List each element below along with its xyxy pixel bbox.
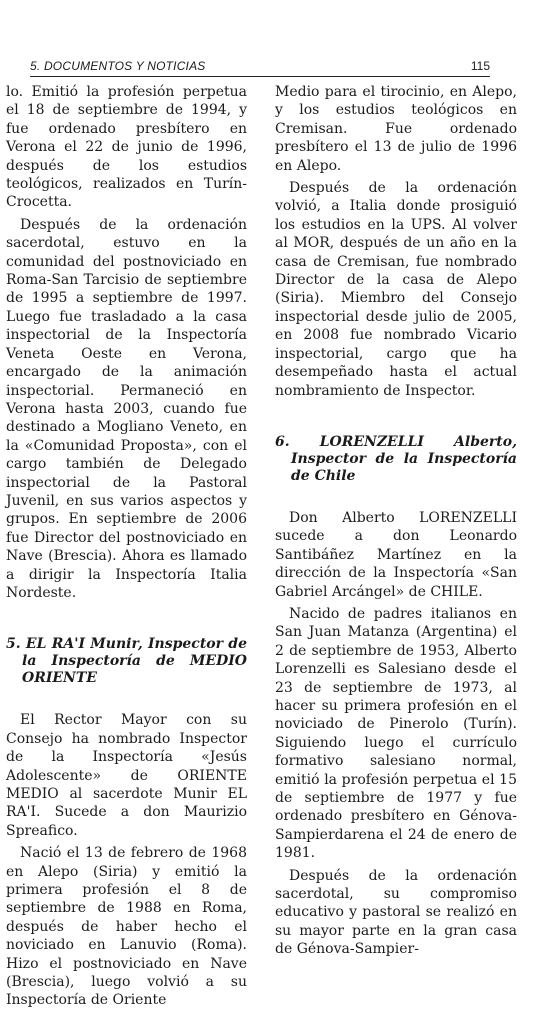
left-paragraph-3: El Rector Mayor con su Consejo ha nombrado Inspector de la Inspectoría «Jesús Adolescente» de ORIENTE MEDIO al sacerdote Munir EL RA'I. Sucede a don Maurizio Spreafico. <box>6 712 247 839</box>
right-paragraph-5: Después de la ordenación sacerdotal, su compromiso educativo y pastoral se realizó en su mayor parte en la gran casa de Génova-Sampier- <box>275 867 517 958</box>
right-paragraph-2: Después de la ordenación volvió, a Italia donde prosiguió los estudios en la UPS. Al volver al MOR, después de un año en la casa de Cremisan, fue nombrado Director de la casa de Alepo (Siria). Miembro del Consejo inspectorial desde julio de 2005, en 2008 fue nombrado Vicario inspectorial, cargo que ha desempeñado hasta el actual nombramiento de Inspector. <box>275 180 517 399</box>
header-rule <box>30 76 490 77</box>
right-column <box>275 83 517 959</box>
right-paragraph-1: Medio para el tirocinio, en Alepo, y los estudios teológicos en Cremisan. Fue ordenado presbítero el 13 de julio de 1996 en Alepo. <box>275 84 517 174</box>
section-heading-5: 5. EL RA'I Munir, Inspector de la Inspectoría de MEDIO ORIENTE <box>6 636 247 687</box>
left-paragraph-4: Nació el 13 de febrero de 1968 en Alepo (Siria) y emitió la primera profesión el 8 de septiembre de 1988 en Roma, después de haber hecho el noviciado en Lanuvio (Roma). Hizo el postnoviciado en Nave (Brescia), luego volvió a su Inspectoría de Oriente <box>6 845 247 1009</box>
left-column <box>6 83 247 1010</box>
left-paragraph-1: lo. Emitió la profesión perpetua el 18 de septiembre de 1994, y fue ordenado presbítero en Verona el 22 de junio de 1996, después de los estudios teológicos, realizados en Turín-Crocetta. <box>6 84 247 211</box>
right-paragraph-3: Don Alberto LORENZELLI sucede a don Leonardo Santibáñez Martínez en la dirección de la Inspectoría «San Gabriel Arcángel» de CHILE. <box>275 509 517 600</box>
section-heading-6: 6. LORENZELLI Alberto, Inspector de la Inspectoría de Chile <box>275 433 517 484</box>
section-title: 5. DOCUMENTOS Y NOTICIAS <box>30 59 206 73</box>
left-paragraph-2: Después de la ordenación sacerdotal, estuvo en la comunidad del postnoviciado en Roma-San Tarcisio de septiembre de 1995 a septiembre de 1997. Luego fue trasladado a la casa inspectorial de la Inspectoría Veneta Oeste en Verona, encargado de la animación inspectorial. Permaneció en Verona hasta 2003, cuando fue destinado a Mogliano Veneto, en la «Comunidad Proposta», con el cargo también de Delegado inspectorial de la Pastoral Juvenil, en sus varios aspectos y grupos. En septiembre de 2006 fue Director del postnoviciado en Nave (Brescia). Ahora es llamado a dirigir la Inspectoría Italia Nordeste. <box>6 216 247 601</box>
right-paragraph-4: Nacido de padres italianos en San Juan Matanza (Argentina) el 2 de septiembre de 1953, Alberto Lorenzelli es Salesiano desde el 23 de septiembre de 1973, al hacer su primera profesión en el noviciado de Pinerolo (Turín). Siguiendo luego el currículo formativo salesiano normal, emitió la profesión perpetua el 15 de septiembre de 1977 y fue ordenado presbítero en Génova-Sampierdarena el 24 de enero de 1981. <box>275 605 517 862</box>
page-number: 115 <box>470 59 490 73</box>
running-header <box>30 59 490 75</box>
